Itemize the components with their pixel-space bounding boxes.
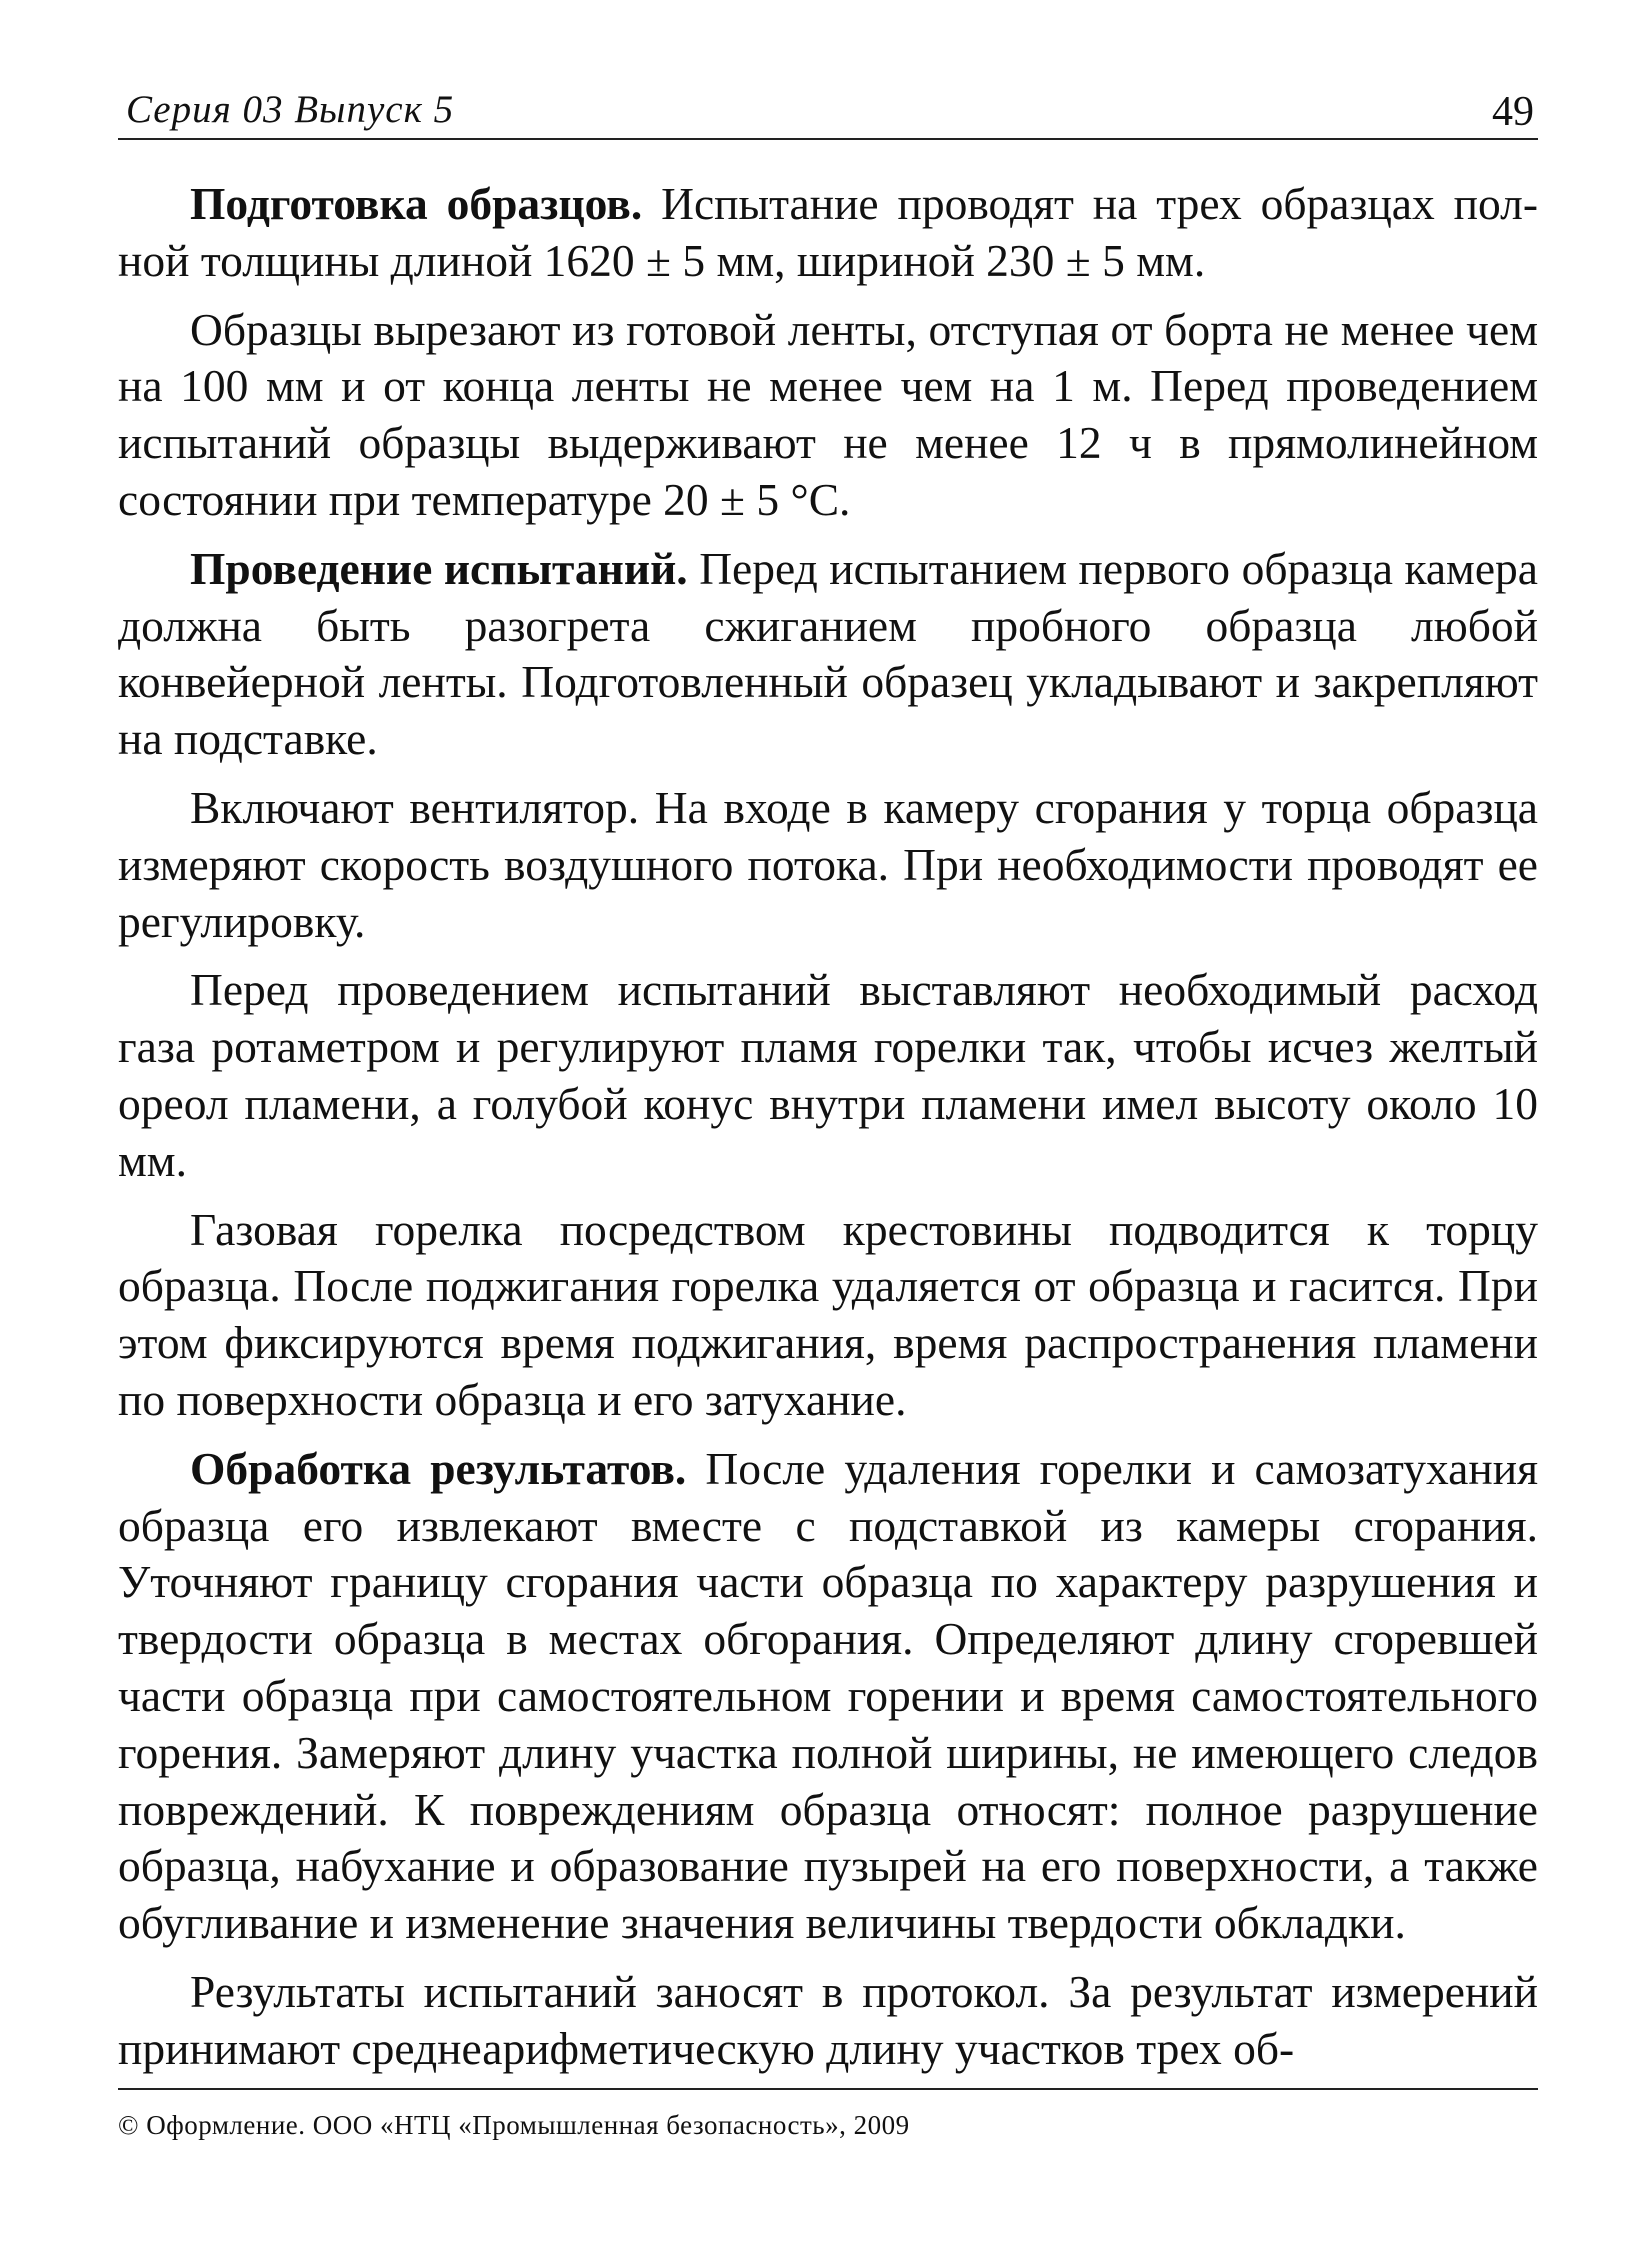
paragraph-sample-preparation: [118, 176, 1538, 290]
paragraph-text: Включают вентилятор. На входе в камеру сгорания у торца образца измеряют скорость воздушного потока. При необходимости проводят ее регулировку.: [118, 781, 1538, 947]
paragraph-text: Испытание проводят на трех образцах полной толщины длиной 1620 ± 5 мм, шириной 230 ± 5 мм.: [118, 178, 1538, 286]
paragraph-text: Образцы вырезают из готовой ленты, отступая от борта не менее чем на 100 мм и от конца ленты не менее чем на 1 м. Перед проведением испытаний образцы выдерживают не менее 12 ч в прямолинейном состоянии при температуре 20 ± 5 °С.: [118, 303, 1538, 525]
page-footer: [118, 2088, 1538, 2141]
section-heading: Проведение испытаний.: [190, 542, 688, 594]
section-heading: Подготовка образцов.: [190, 178, 643, 229]
paragraph: [118, 1964, 1538, 2078]
paragraph: [118, 1202, 1538, 1429]
paragraph: [118, 302, 1538, 529]
paragraph-testing: [118, 541, 1538, 768]
paragraph-text: После удаления горелки и самозатухания образца его извлекают вместе с подставкой из камеры сгорания. Уточняют границу сгорания части образца по характеру разрушения и твердости образца в местах обгорания. Определяют длину сгоревшей части образца при самостоятельном горении и время самостоятельного горения. Замеряют длину участка полной ширины, не имеющего следов повреждений. К повреждениям образца относят: полное разрушение образца, набухание и образование пузырей на его поверхности, а также обугливание и изменение значения величины твердости обкладки.: [118, 1442, 1538, 1949]
paragraph-text: Газовая горелка посредством крестовины подводится к торцу образца. После поджигания горелка удаляется от образца и гасится. При этом фиксируются время поджигания, время распространения пламени по поверхности образца и его затухание.: [118, 1203, 1538, 1425]
paragraph-results-processing: [118, 1441, 1538, 1952]
section-heading: Обработка результатов.: [190, 1442, 687, 1494]
paragraph-text: Перед проведением испытаний выставляют необходимый расход газа ротаметром и регулируют пламя горелки так, чтобы исчез желтый ореол пламени, а голубой конус внутри пламени имел высоту около 10 мм.: [118, 964, 1538, 1186]
paragraph: [118, 962, 1538, 1189]
paragraph-text: Результаты испытаний заносят в протокол. За результат измерений принимают среднеарифметическую длину участков трех об-: [118, 1965, 1538, 2074]
copyright-text: © Оформление. ООО «НТЦ «Промышленная безопасность», 2009: [118, 2110, 910, 2140]
paragraph-text: Перед испытанием первого образца камера должна быть разогрета сжиганием пробного образца любой конвейерной ленты. Подготовленный образец укладывают и закрепляют на подставке.: [118, 542, 1538, 765]
document-page: [118, 78, 1538, 2218]
body-text: [118, 176, 1538, 2090]
page-number: 49: [1492, 89, 1534, 135]
paragraph: [118, 780, 1538, 950]
series-title: Серия 03 Выпуск 5: [126, 88, 455, 131]
running-header: [118, 78, 1538, 140]
